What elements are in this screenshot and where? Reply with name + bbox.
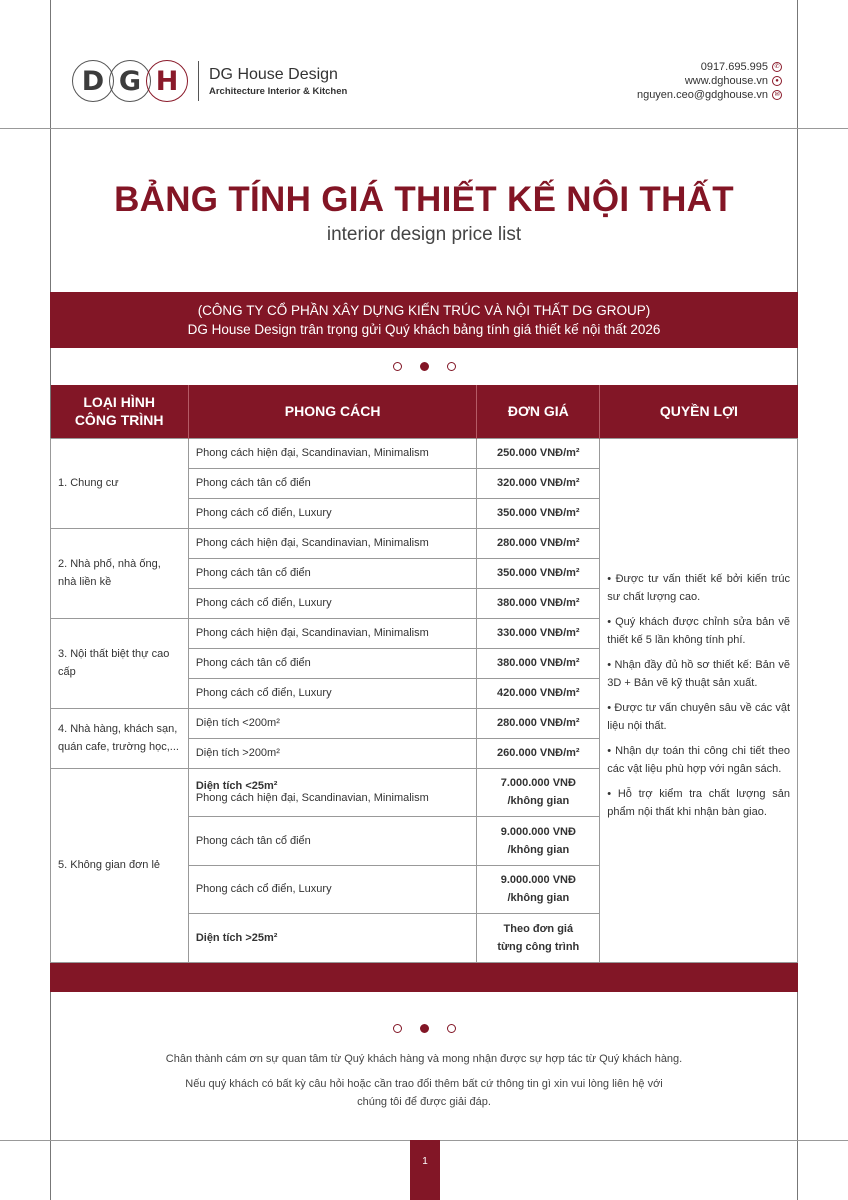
- phone-icon: ✆: [772, 62, 782, 72]
- type-cell: 5. Không gian đơn lẻ: [51, 768, 189, 962]
- style-cell: [188, 768, 477, 817]
- pager-dot: [447, 362, 456, 371]
- price-cell: 350.000 VNĐ/m²: [477, 558, 600, 588]
- phone-number[interactable]: 0917.695.995: [700, 61, 768, 73]
- brand-tagline: Architecture Interior & Kitchen: [209, 85, 348, 97]
- benefit-item: • Được tư vấn chuyên sâu về các vật liệu nội thất.: [607, 702, 790, 732]
- price-cell: 380.000 VNĐ/m²: [477, 648, 600, 678]
- style-cell: Phong cách tân cổ điển: [188, 558, 477, 588]
- benefit-item: • Quý khách được chỉnh sửa bản vẽ thiết kế 5 lần không tính phí.: [607, 616, 790, 646]
- brand-logo: [72, 60, 347, 102]
- website-link[interactable]: www.dghouse.vn: [684, 75, 768, 87]
- style-cell: Diện tích >200m²: [188, 738, 477, 768]
- benefits-cell: [600, 438, 798, 962]
- brand-name: DG House Design: [209, 65, 338, 83]
- price-table: [50, 385, 798, 963]
- price-cell: Theo đơn giá từng công trình: [477, 914, 600, 963]
- banner-company: (CÔNG TY CỔ PHẦN XÂY DỰNG KIẾN TRÚC VÀ NỘI THẤT DG GROUP): [197, 303, 651, 318]
- type-cell: 1. Chung cư: [51, 438, 189, 528]
- style-area-label: Diện tích <25m²: [195, 780, 278, 793]
- logo-letter-g: G: [109, 60, 151, 102]
- price-cell: 320.000 VNĐ/m²: [477, 468, 600, 498]
- frame-line-top: [0, 128, 848, 129]
- price-cell: 9.000.000 VNĐ /không gian: [477, 865, 600, 914]
- header-price: ĐƠN GIÁ: [477, 385, 600, 438]
- price-cell: 280.000 VNĐ/m²: [477, 708, 600, 738]
- page-number: 1: [410, 1140, 440, 1200]
- pager-dot-active: [420, 1024, 429, 1033]
- price-cell: 260.000 VNĐ/m²: [477, 738, 600, 768]
- thanks-text: Chân thành cám ơn sự quan tâm từ Quý khách hàng và mong nhận được sự hợp tác từ Quý khách hàng.: [165, 1053, 683, 1065]
- header-benefits: QUYỀN LỢI: [600, 385, 798, 438]
- style-cell: Phong cách cổ điển, Luxury: [188, 588, 477, 618]
- price-cell: 420.000 VNĐ/m²: [477, 678, 600, 708]
- logo-divider: [198, 61, 199, 101]
- style-cell: Phong cách tân cổ điển: [188, 468, 477, 498]
- mail-icon: ✉: [772, 90, 782, 100]
- style-cell: Phong cách cổ điển, Luxury: [188, 498, 477, 528]
- pager-dots-top: [0, 362, 848, 371]
- type-cell: 2. Nhà phố, nhà ống, nhà liền kề: [51, 528, 189, 618]
- price-cell: 9.000.000 VNĐ /không gian: [477, 817, 600, 866]
- banner-greeting: DG House Design trân trọng gửi Quý khách bảng tính giá thiết kế nội thất 2026: [187, 322, 661, 337]
- pager-dot: [447, 1024, 456, 1033]
- style-cell: Phong cách tân cổ điển: [188, 817, 477, 866]
- contact-email[interactable]: [637, 88, 782, 102]
- price-cell: 380.000 VNĐ/m²: [477, 588, 600, 618]
- contact-info: [637, 60, 782, 102]
- table-row: [51, 438, 798, 468]
- style-cell: Diện tích <200m²: [188, 708, 477, 738]
- pager-dot: [393, 1024, 402, 1033]
- pager-dot: [393, 362, 402, 371]
- benefit-item: • Được tư vấn thiết kế bởi kiến trúc sư chất lượng cao.: [607, 573, 790, 603]
- benefit-item: • Nhận đầy đủ hồ sơ thiết kế: Bản vẽ 3D + Bản vẽ kỹ thuật sản xuất.: [607, 659, 790, 689]
- table-footer-bar: [50, 963, 798, 992]
- type-cell: 3. Nội thất biệt thự cao cấp: [51, 618, 189, 708]
- price-cell: 7.000.000 VNĐ /không gian: [477, 768, 600, 817]
- price-cell: 280.000 VNĐ/m²: [477, 528, 600, 558]
- type-cell: 4. Nhà hàng, khách sạn, quán cafe, trường học,...: [51, 708, 189, 768]
- header-type: LOẠI HÌNH CÔNG TRÌNH: [51, 385, 189, 438]
- style-cell: Diện tích >25m²: [188, 914, 477, 963]
- benefit-item: • Hỗ trợ kiểm tra chất lượng sản phẩm nội thất khi nhận bàn giao.: [607, 788, 790, 818]
- table-header-row: [51, 385, 798, 438]
- email-link[interactable]: nguyen.ceo@gdghouse.vn: [636, 89, 768, 101]
- page-title: BẢNG TÍNH GIÁ THIẾT KẾ NỘI THẤT: [114, 180, 734, 219]
- pager-dot-active: [420, 362, 429, 371]
- style-cell: Phong cách cổ điển, Luxury: [188, 678, 477, 708]
- price-cell: 250.000 VNĐ/m²: [477, 438, 600, 468]
- logo-mark: [72, 60, 190, 102]
- price-cell: 330.000 VNĐ/m²: [477, 618, 600, 648]
- globe-icon: ●: [772, 76, 782, 86]
- header-style: PHONG CÁCH: [188, 385, 477, 438]
- contact-note: Nếu quý khách có bất kỳ câu hỏi hoặc cần trao đổi thêm bất cứ thông tin gì xin vui lòng liên hệ với: [185, 1078, 663, 1090]
- style-cell: Phong cách hiện đại, Scandinavian, Minimalism: [188, 618, 477, 648]
- style-cell: Phong cách cổ điển, Luxury: [188, 865, 477, 914]
- style-cell: Phong cách hiện đại, Scandinavian, Minimalism: [188, 438, 477, 468]
- closing-message: [0, 1050, 848, 1111]
- contact-phone[interactable]: [637, 60, 782, 74]
- benefit-item: • Nhận dự toán thi công chi tiết theo các vật liệu phù hợp với ngân sách.: [607, 745, 790, 775]
- logo-letter-d: D: [72, 60, 114, 102]
- page-subtitle: interior design price list: [326, 224, 522, 245]
- pager-dots-bottom: [0, 1024, 848, 1033]
- intro-banner: [50, 292, 798, 348]
- contact-note-cont: chúng tôi để được giải đáp.: [357, 1096, 491, 1108]
- style-text: Phong cách hiện đại, Scandinavian, Minimalism: [195, 792, 429, 805]
- price-cell: 350.000 VNĐ/m²: [477, 498, 600, 528]
- contact-website[interactable]: [637, 74, 782, 88]
- logo-letter-h: H: [146, 60, 188, 102]
- style-cell: Phong cách hiện đại, Scandinavian, Minimalism: [188, 528, 477, 558]
- style-cell: Phong cách tân cổ điển: [188, 648, 477, 678]
